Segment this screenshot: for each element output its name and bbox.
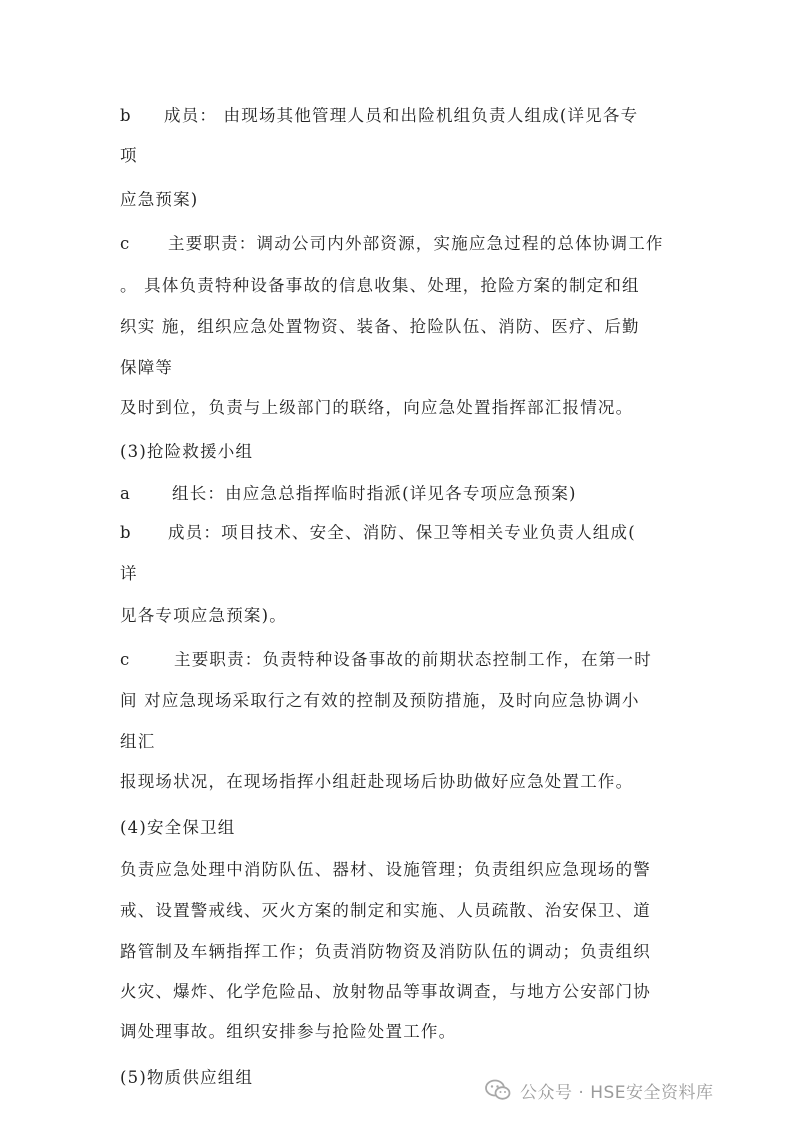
line-marker: b	[120, 106, 132, 125]
doc-line: 组汇	[120, 732, 156, 751]
doc-line	[120, 104, 638, 128]
line-text: 主要职责：调动公司内外部资源，实施应急过程的总体协调工作	[168, 234, 664, 253]
doc-line: 。 具体负责特种设备事故的信息收集、处理，抢险方案的制定和组	[120, 276, 640, 295]
line-text: 组长：由应急总指挥临时指派(详见各专项应急预案)	[172, 484, 577, 503]
line-marker: a	[120, 484, 132, 503]
doc-line	[120, 521, 636, 545]
doc-line: 应急预案)	[120, 190, 199, 209]
doc-line: 负责应急处理中消防队伍、器材、设施管理；负责组织应急现场的警	[120, 860, 651, 879]
doc-line: 详	[120, 564, 138, 583]
doc-line: 戒、设置警戒线、灭火方案的制定和实施、人员疏散、治安保卫、道	[120, 901, 651, 920]
doc-line: 保障等	[120, 358, 174, 377]
doc-line: 及时到位，负责与上级部门的联络，向应急处置指挥部汇报情况。	[120, 398, 634, 417]
doc-line	[120, 232, 664, 256]
watermark-text: 公众号 · HSE安全资料库	[520, 1082, 714, 1103]
wechat-icon	[484, 1078, 512, 1102]
line-marker: b	[120, 523, 132, 542]
section-heading: (3)抢险救援小组	[120, 442, 254, 461]
doc-line: 报现场状况，在现场指挥小组赶赴现场后协助做好应急处置工作。	[120, 772, 634, 791]
section-heading: (5)物质供应组组	[120, 1068, 254, 1087]
doc-line: 间 对应急现场采取行之有效的控制及预防措施，及时向应急协调小	[120, 691, 640, 710]
doc-line	[120, 648, 652, 672]
line-marker: c	[120, 234, 131, 253]
doc-line: 路管制及车辆指挥工作；负责消防物资及消防队伍的调动；负责组织	[120, 942, 651, 961]
line-text: 成员：项目技术、安全、消防、保卫等相关专业负责人组成(	[168, 523, 636, 542]
doc-line: 火灾、爆炸、化学危险品、放射物品等事故调查，与地方公安部门协	[120, 982, 651, 1001]
line-text: 主要职责：负责特种设备事故的前期状态控制工作，在第一时	[174, 650, 652, 669]
doc-line	[120, 482, 577, 506]
doc-line: 项	[120, 146, 138, 165]
line-marker: c	[120, 650, 131, 669]
doc-line: 调处理事故。组织安排参与抢险处置工作。	[120, 1022, 457, 1041]
line-text: 成员： 由现场其他管理人员和出险机组负责人组成(详见各专	[164, 106, 639, 125]
watermark	[484, 1076, 714, 1104]
section-heading: (4)安全保卫组	[120, 818, 236, 837]
doc-line: 见各专项应急预案)。	[120, 606, 287, 625]
doc-line: 织实 施，组织应急处置物资、装备、抢险队伍、消防、医疗、后勤	[120, 317, 640, 336]
